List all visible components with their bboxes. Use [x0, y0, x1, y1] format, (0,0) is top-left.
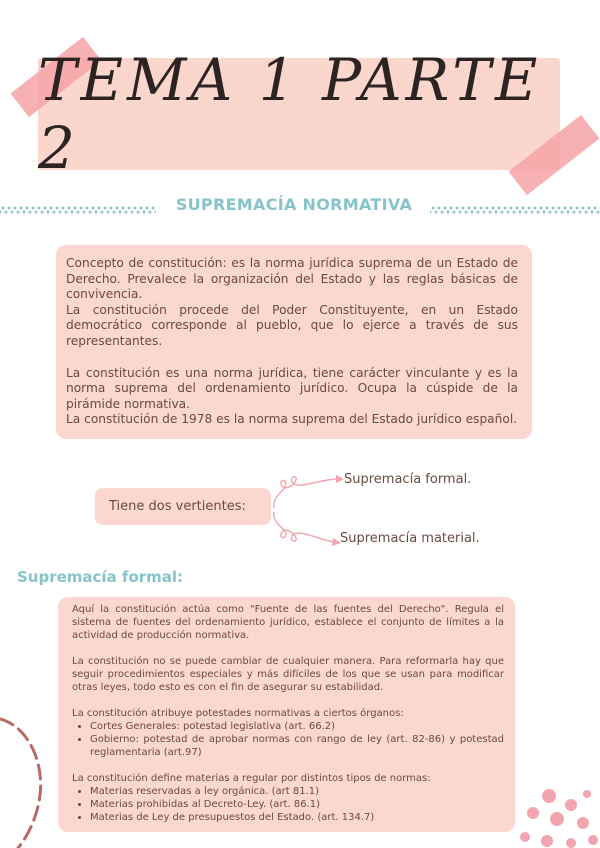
formal-paragraph-3: La constitución atribuye potestades normativas a ciertos órganos: — [72, 708, 404, 719]
formal-paragraph-1: Aquí la constitución actúa como "Fuente de las fuentes del Derecho". Regula el sistema de fuentes del ordenamiento jurídico, establece el conjunto de límites a la actividad de producción normativa. — [72, 604, 504, 641]
list-item: • Cortes Generales: potestad legislativa (art. 66.2) — [90, 720, 504, 733]
dots-decoration — [505, 785, 600, 848]
list-item: • Materias de Ley de presupuestos del Estado. (art. 134.7) — [90, 811, 504, 824]
branch-arrows-icon — [270, 468, 350, 552]
formal-heading: Supremacía formal: — [17, 568, 184, 586]
list-item: • Materias prohibidas al Decreto-Ley. (art. 86.1) — [90, 798, 504, 811]
page-title: TEMA 1 PARTE 2 — [38, 46, 542, 182]
dotted-divider-left — [0, 206, 156, 214]
concept-text — [66, 256, 518, 428]
section-heading: SUPREMACÍA NORMATIVA — [175, 195, 413, 214]
list-item: • Materias reservadas a ley orgánica. (art 81.1) — [90, 785, 504, 798]
list-item: • Gobierno: potestad de aprobar normas con rango de ley (art. 82-86) y potestad reglamentaria (art.97) — [90, 733, 504, 759]
concept-paragraph-3: La constitución es una norma jurídica, tiene carácter vinculante y es la norma suprema del ordenamiento jurídico. Ocupa la cúspide de la pirámide normativa. — [66, 365, 518, 411]
vertiente-formal-label: Supremacía formal. — [344, 472, 472, 487]
organos-list — [72, 720, 504, 759]
concept-paragraph-1: Concepto de constitución: es la norma jurídica suprema de un Estado de Derecho. Prevalece la organización del Estado y las reglas básicas de convivencia. — [66, 256, 518, 302]
vertientes-box — [95, 488, 271, 525]
dashed-arc-decoration — [0, 705, 50, 848]
formal-paragraph-4: La constitución define materias a regular por distintos tipos de normas: — [72, 773, 431, 784]
dotted-divider-right — [430, 206, 600, 214]
vertientes-label: Tiene dos vertientes: — [109, 499, 246, 514]
vertiente-material-label: Supremacía material. — [340, 531, 480, 546]
concept-paragraph-4: La constitución de 1978 es la norma suprema del Estado jurídico español. — [66, 412, 518, 427]
formal-text — [72, 603, 504, 824]
formal-paragraph-2: La constitución no se puede cambiar de cualquier manera. Para reformarla hay que seguir procedimientos especiales y más difíciles de los que se usan para modificar otras leyes, todo esto es con el fin de asegurar su estabilidad. — [72, 656, 504, 693]
materias-list — [72, 785, 504, 824]
concept-paragraph-2: La constitución procede del Poder Constituyente, en un Estado democrático corresponde al pueblo, que lo ejerce a través de sus representantes. — [66, 302, 518, 348]
